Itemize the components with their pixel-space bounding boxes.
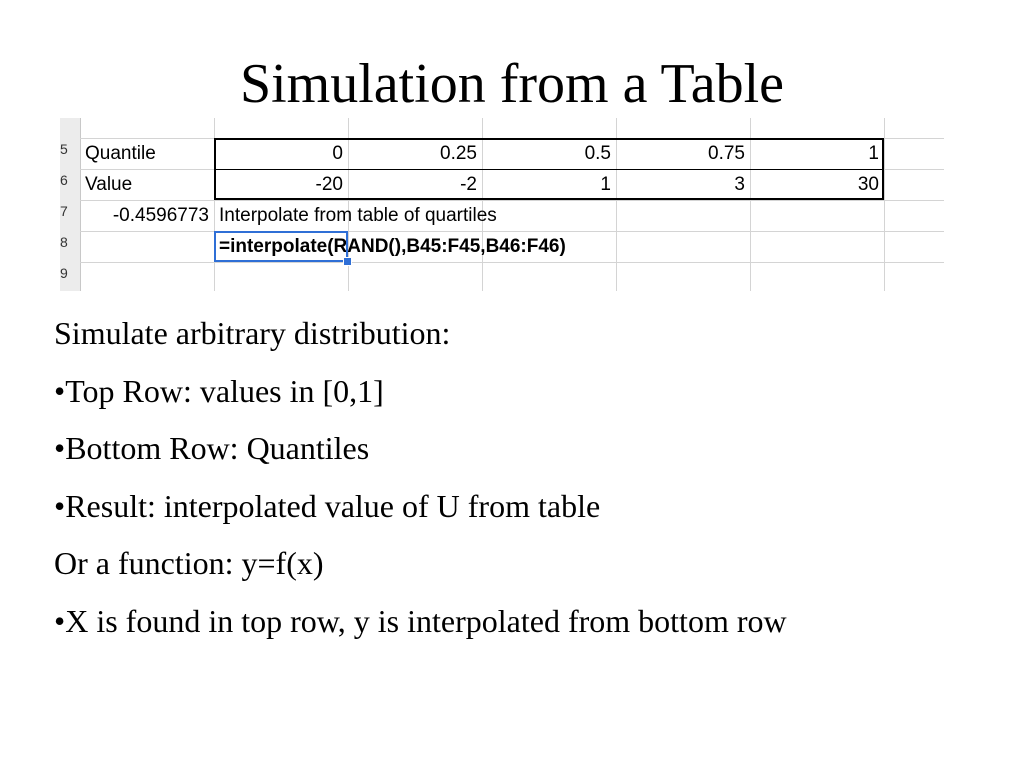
quantile-cell: 0.5 — [584, 143, 611, 164]
quantile-cell: 0.25 — [440, 143, 477, 164]
quantile-cell: 0 — [332, 143, 343, 164]
row-number: 8 — [60, 234, 68, 250]
value-row-label: Value — [85, 174, 133, 195]
selected-cell-border — [214, 231, 348, 262]
row-number: 5 — [60, 141, 68, 157]
body-line: Or a function: y=f(x) — [54, 545, 324, 581]
row-number: 7 — [60, 203, 68, 219]
bullet-item: •Bottom Row: Quantiles — [54, 430, 370, 466]
row-number: 6 — [60, 172, 68, 188]
value-cell: 3 — [734, 174, 745, 195]
quantile-cell: 0.75 — [708, 143, 745, 164]
value-cell: 30 — [857, 174, 879, 195]
quantile-cell: 1 — [868, 143, 879, 164]
formula-cell: =interpolate(RAND(),B45:F45,B46:F46) — [219, 236, 566, 257]
fill-handle — [343, 257, 352, 266]
bullet-item: •X is found in top row, y is interpolated from bottom row — [54, 602, 787, 639]
slide-title: Simulation from a Table — [239, 53, 785, 115]
row-number: 9 — [60, 265, 68, 281]
body-text — [54, 305, 1014, 650]
bullet-item: •Top Row: values in [0,1] — [54, 372, 384, 409]
bullet-item: •Result: interpolated value of U from table — [54, 487, 601, 524]
grid-line — [80, 262, 944, 263]
result-value: -0.4596773 — [112, 205, 209, 226]
spreadsheet-image — [60, 118, 944, 291]
value-cell: -2 — [460, 174, 477, 195]
value-cell: -20 — [315, 174, 343, 195]
body-line: Simulate arbitrary distribution: — [54, 315, 451, 351]
value-cell: 1 — [600, 174, 611, 195]
quantile-row-label: Quantile — [85, 143, 156, 164]
result-note: Interpolate from table of quartiles — [219, 205, 497, 226]
grid-line — [884, 118, 885, 291]
